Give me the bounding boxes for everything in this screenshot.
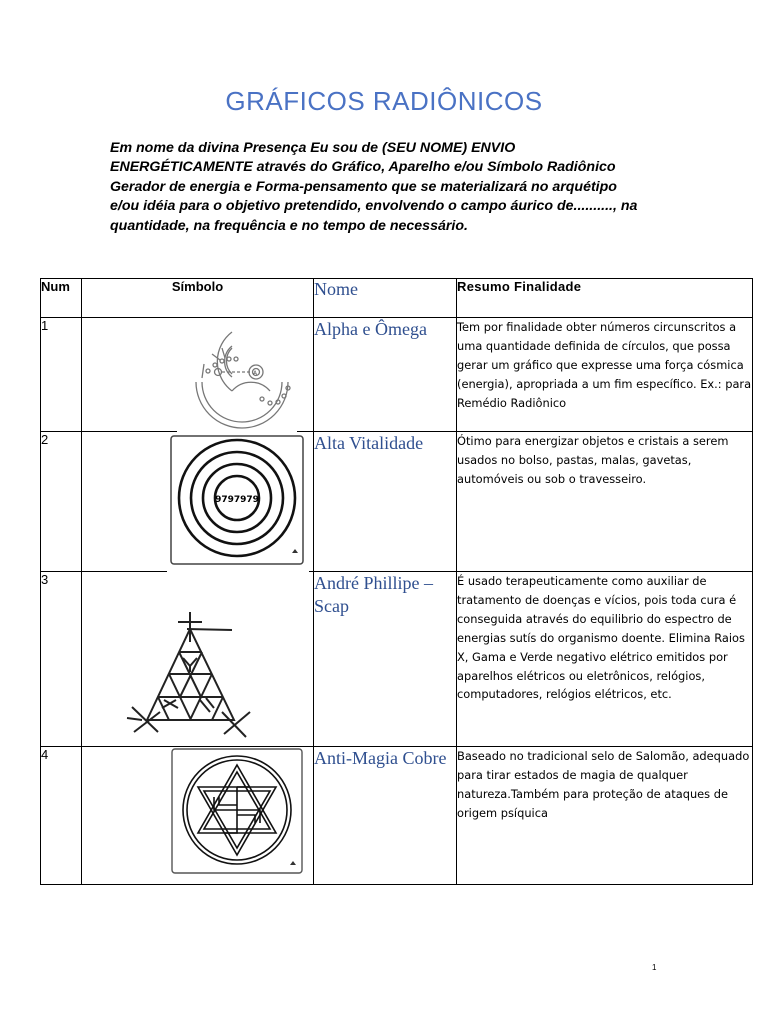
svg-text:A: A	[253, 370, 258, 377]
row-num: 4	[41, 747, 82, 885]
symbol-number-label: 9797979	[215, 495, 259, 505]
concentric-circles-graphic	[82, 432, 314, 572]
header-symbol: Símbolo	[82, 279, 314, 318]
row-name: Alta Vitalidade	[314, 432, 457, 572]
table-row	[41, 572, 753, 747]
alpha-omega-graphic	[82, 318, 314, 432]
table-row	[41, 747, 753, 885]
row-num: 2	[41, 432, 82, 572]
row-summary: Ótimo para energizar objetos e cristais a serem usados no bolso, pastas, malas, gavetas, automóveis ou sob o travesseiro.	[457, 432, 753, 572]
row-num: 3	[41, 572, 82, 747]
row-summary: Baseado no tradicional selo de Salomão, adequado para tirar estados de magia de qualquer natureza.Também para proteção de ataques de origem psíquica	[457, 747, 753, 885]
row-name: Alpha e Ômega	[314, 318, 457, 432]
star-of-solomon-graphic	[82, 747, 314, 885]
table-header-row	[41, 279, 753, 318]
symbol-cell	[82, 572, 314, 747]
row-name: André Phillipe – Scap	[314, 572, 457, 747]
symbol-cell	[82, 318, 314, 432]
intro-paragraph: Em nome da divina Presença Eu sou de (SEU NOME) ENVIO ENERGÉTICAMENTE através do Gráfico, Aparelho e/ou Símbolo Radiônico Gerador de energia e Forma-pensamento que se materializará no arquétipo e/ou idéia para o objetivo pretendido, envolvendo o campo áurico de.........., na quantidade, na frequência e no tempo de necessário.	[110, 140, 638, 234]
table-row	[41, 318, 753, 432]
symbol-cell	[82, 432, 314, 572]
page-number: 1	[652, 963, 657, 972]
triangle-scap-graphic	[82, 572, 314, 747]
header-num: Num	[41, 279, 82, 318]
header-name: Nome	[314, 279, 457, 318]
header-summary: Resumo Finalidade	[457, 279, 753, 318]
table-row	[41, 432, 753, 572]
row-summary: Tem por finalidade obter números circunscritos a uma quantidade definida de círculos, que possa gerar um gráfico que expresse uma força cósmica (energia), apropriada a um fim específico. Ex.: para Remédio Radiônico	[457, 318, 753, 432]
row-name: Anti-Magia Cobre	[314, 747, 457, 885]
row-summary: É usado terapeuticamente como auxiliar de tratamento de doenças e vícios, pois toda cura é conseguida através do equilibrio do espectro de energias sutís do organismo doente. Elimina Raios X, Gama e Verde negativo elétrico emitidos por aparelhos elétricos ou eletrônicos, relógios, computadores, relógios elétricos, etc.	[457, 572, 753, 747]
symbol-cell	[82, 747, 314, 885]
page-title: GRÁFICOS RADIÔNICOS	[225, 86, 543, 116]
row-num: 1	[41, 318, 82, 432]
symbols-table	[40, 278, 753, 885]
